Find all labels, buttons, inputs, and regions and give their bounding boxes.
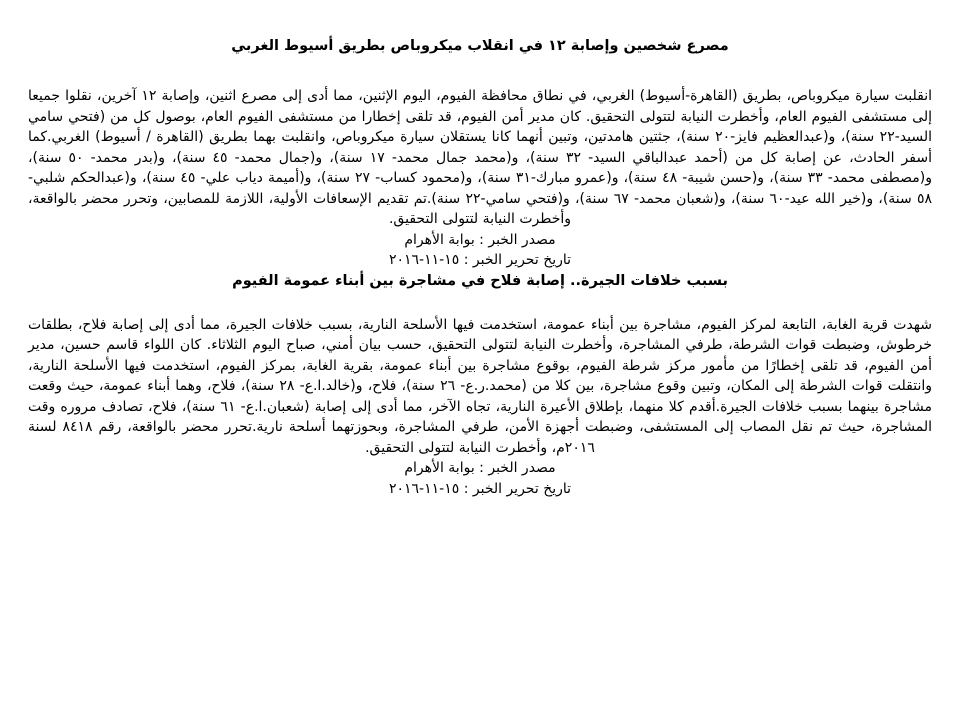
article-body: شهدت قرية الغابة، التابعة لمركز الفيوم، مشاجرة بين أبناء عمومة، استخدمت فيها الأسلحة النارية، بسبب خلافات الجيرة، مما أدى إلى إصابة فلاح، بطلقات خرطوش، وضبطت قوات الشرطة، طرفي المشاجرة، وأخطرت النيابة لتتولى التحقيق، حسب بيان أمني، صباح اليوم الثلاثاء. كان اللواء قاسم حسين، مدير أمن الفيوم، قد تلقى إخطارًا من مأمور مركز شرطة الفيوم، بوقوع مشاجرة بين أبناء عمومة، بقرية الغابة، بمركز الفيوم، استخدمت فيها الأسلحة النارية، وانتقلت قوات الشرطة إلى المكان، وتبين وقوع مشاجرة، بين كلا من (محمد.ر.ع- ٢٦ سنة)، فلاح، و(خالد.ا.ع- ٢٨ سنة)، فلاح، وهما أبناء عمومة، حيث وقعت مشاجرة بينهما بسبب خلافات الجيرة.أقدم كلا منهما، بإطلاق الأعيرة النارية، تجاه الآخر، مما أدى إلى إصابة (شعبان.ا.ع- ٦١ سنة)، فلاح، تصادف مروره وقت المشاجرة، حيث تم نقل المصاب إلى المستشفى، وضبطت أجهزة الأمن، طرفي المشاجرة، وبحوزتهما أسلحة نارية.تحرر محضر بالواقعة، رقم ٨٤١٨ لسنة ٢٠١٦م، وأخطرت النيابة لتتولى التحقيق. [28,316,933,456]
spacer [28,291,932,315]
article-title: بسبب خلافات الجيرة.. إصابة فلاح في مشاجرة بين أبناء عمومة الفيوم [232,272,728,289]
article-date: تاريخ تحرير الخبر : ١٥-١١-٢٠١٦ [388,480,572,497]
article-body: انقلبت سيارة ميكروباص، بطريق (القاهرة-أسيوط) الغربي، في نطاق محافظة الفيوم، اليوم الإثنين، مما أدى إلى مصرع اثنين، وإصابة ١٢ آخرين، نقلوا جميعا إلى مستشفى الفيوم العام، وأخطرت النيابة لتتولى التحقيق. كان مدير أمن الفيوم، قد تلقى إخطارا من مستشفى الفيوم العام، بوصول كل من (فتحي سامي السيد-٢٢ سنة)، و(عبدالعظيم فايز-٢٠ سنة)، جثتين هامدتين، وتبين أنهما كانا يستقلان سيارة ميكروباص، وانقلبت بهما بطريق (القاهرة / أسيوط) الغربي.كما أسفر الحادث، عن إصابة كل من (أحمد عبدالباقي السيد- ٣٢ سنة)، و(محمد جمال محمد- ١٧ سنة)، و(جمال محمد- ٤٥ سنة)، و(بدر محمد- ٥٠ سنة)، و(مصطفى محمد- ٣٣ سنة)، و(حسن شيبة- ٤٨ سنة)، و(عمرو مبارك-٣١ سنة)، و(محمود كساب- ٢٧ سنة)، و(أميمة دياب علي- ٤٥ سنة)، و(عبدالحكم شلبي- ٥٨ سنة)، و(خير الله عيد-٦٠ سنة)، و(شعبان محمد- ٦٧ سنة)، و(فتحي سامي-٢٢ سنة).تم تقديم الإسعافات الأولية، اللازمة للمصابين، وتحرر محضر بالواقعة، وأخطرت النيابة لتتولى التحقيق. [28,88,933,227]
spacer [28,56,932,86]
document-page [28,36,932,499]
article-source: مصدر الخبر : بوابة الأهرام [404,231,556,248]
article-source: مصدر الخبر : بوابة الأهرام [404,460,556,476]
article-title: مصرع شخصين وإصابة ١٢ في انقلاب ميكروباص بطريق أسيوط الغربي [231,38,729,54]
article-2 [28,271,932,500]
article-date: تاريخ تحرير الخبر : ١٥-١١-٢٠١٦ [388,252,572,268]
article-1 [28,36,932,271]
